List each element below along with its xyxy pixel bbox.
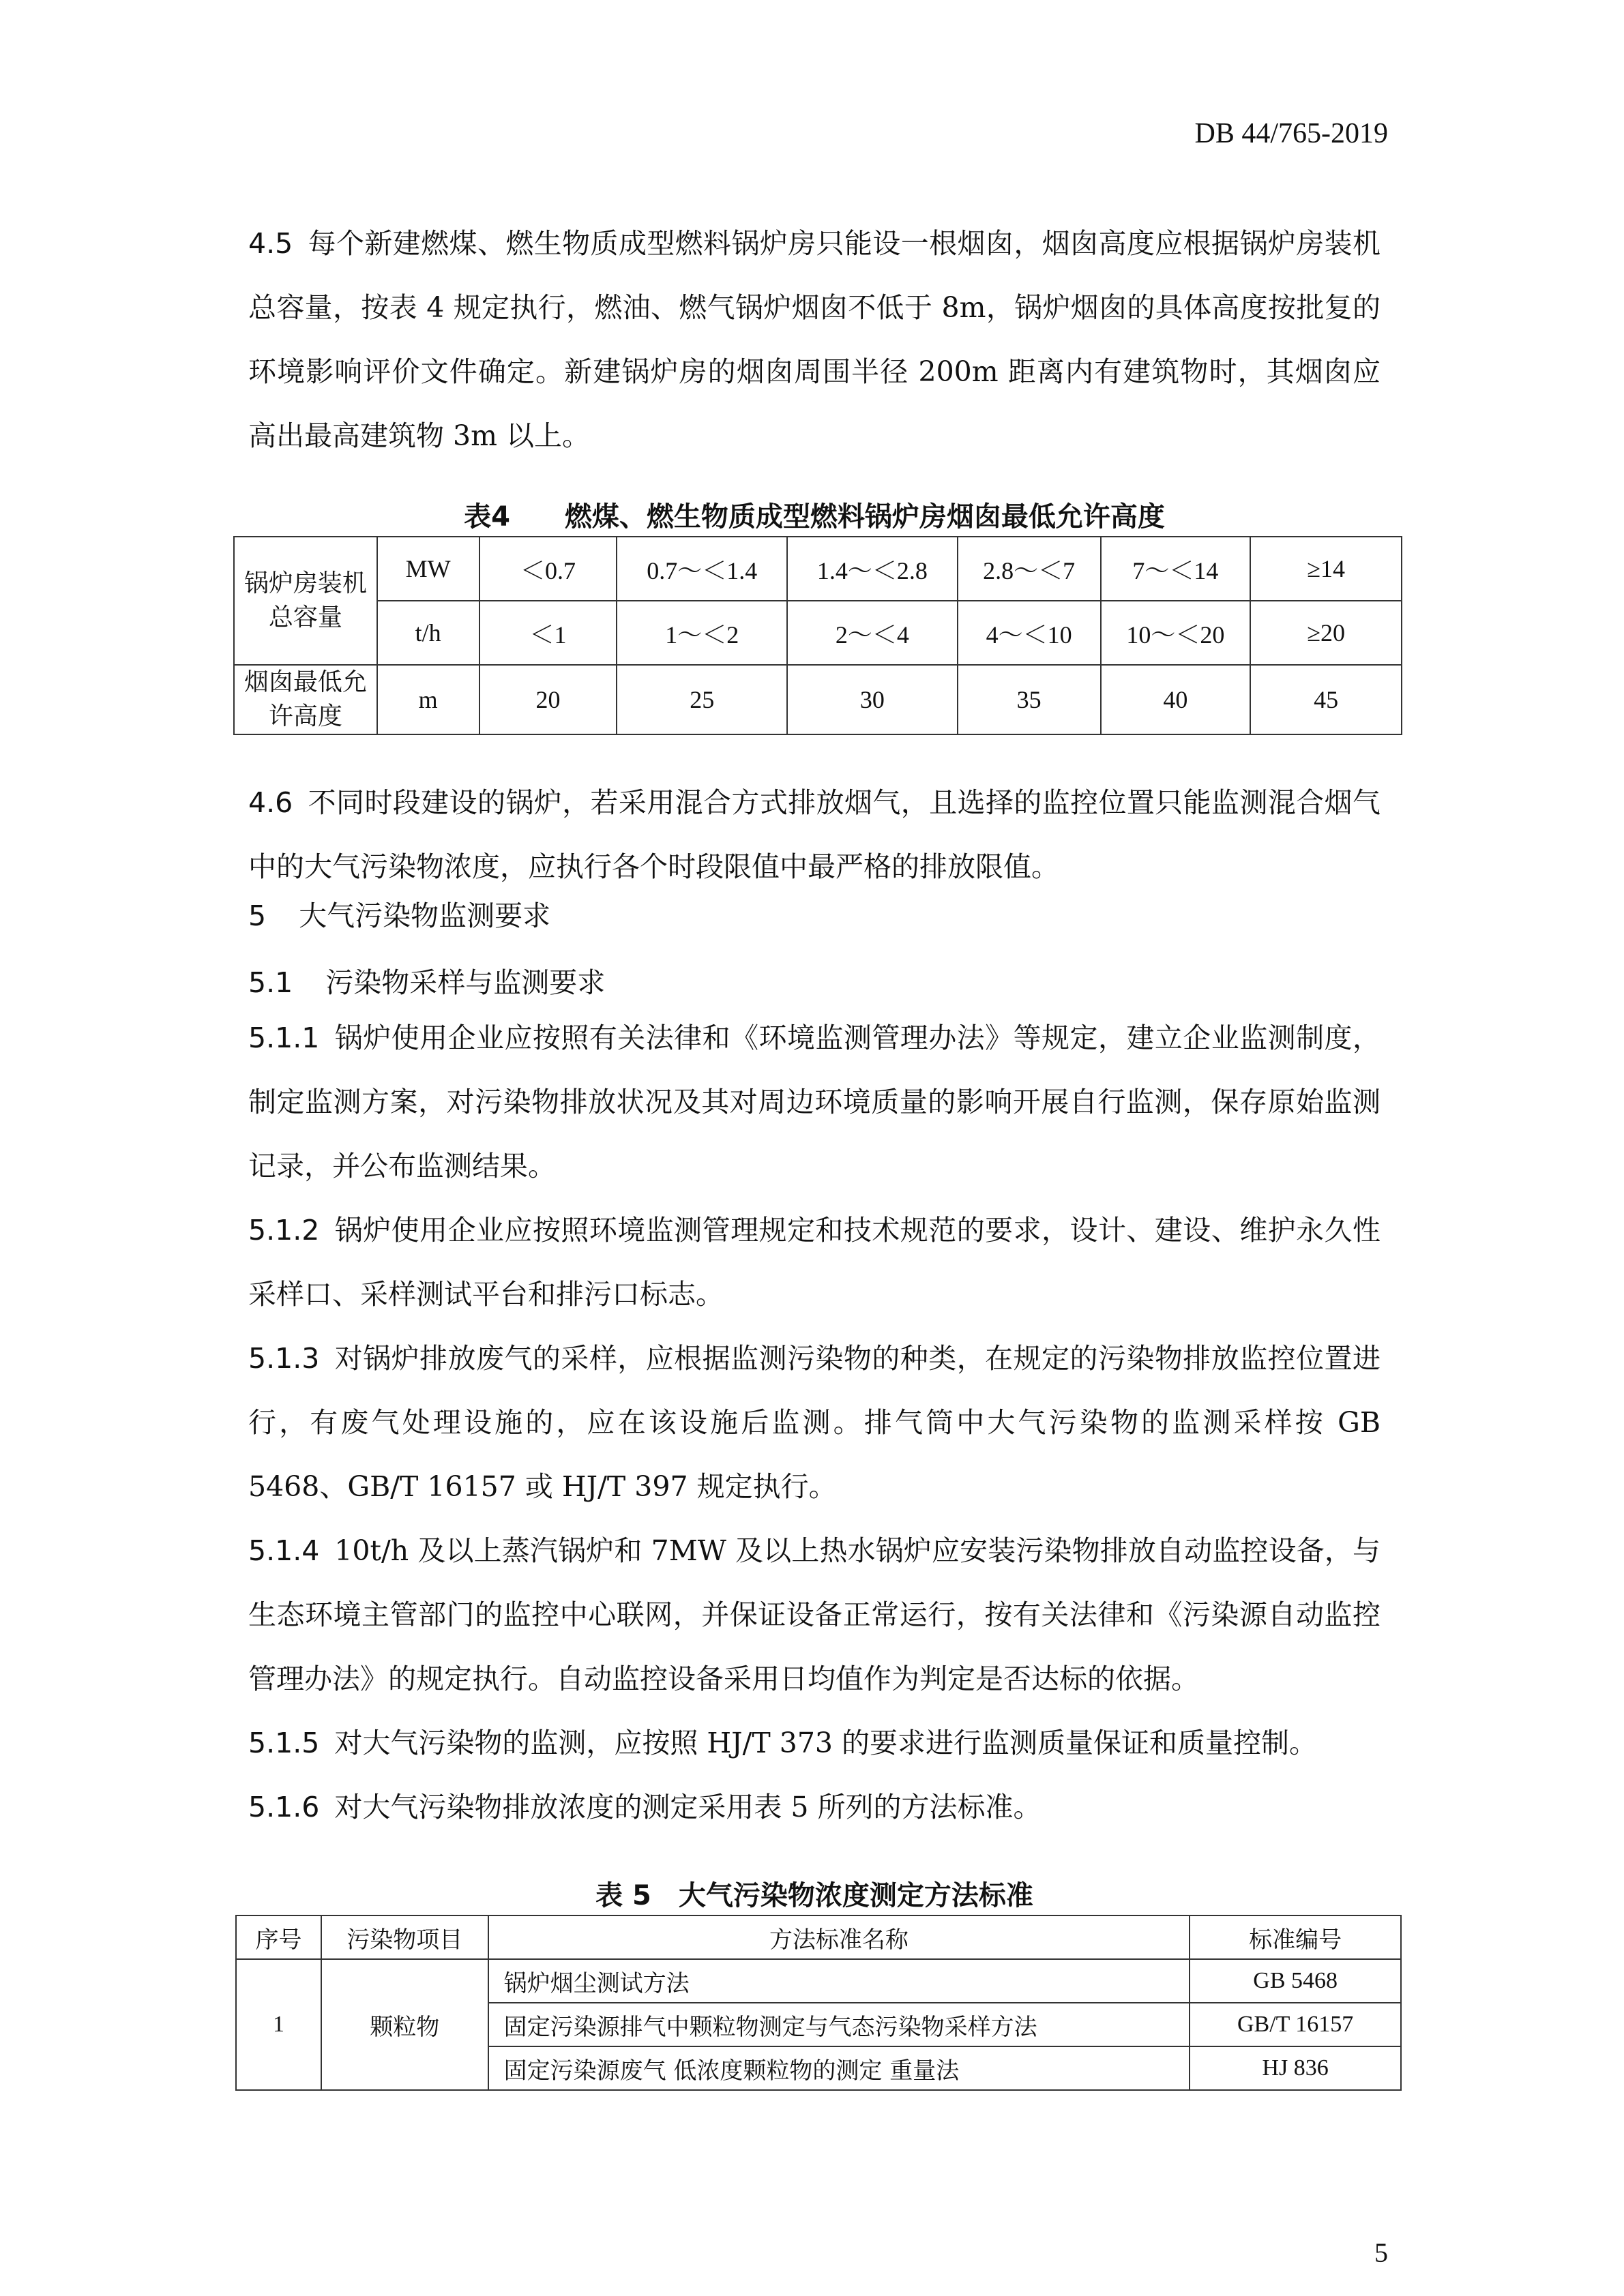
table-cell: 2.8～＜7 — [958, 537, 1101, 601]
clause-5-1-4 — [248, 1519, 1381, 1711]
table-cell: 30 — [787, 665, 958, 734]
clause-number: 5.1.5 — [248, 1727, 320, 1759]
clause-number: 5.1.2 — [248, 1214, 320, 1247]
seq-cell: 1 — [236, 1959, 321, 2090]
clause-text: 对大气污染物的监测，应按照 HJ/T 373 的要求进行监测质量保证和质量控制。 — [334, 1727, 1318, 1759]
clause-number: 4.6 — [248, 786, 293, 819]
clause-5-1-2 — [248, 1198, 1381, 1326]
table-cell: 1～＜2 — [617, 601, 787, 665]
table-cell: 2～＜4 — [787, 601, 958, 665]
clause-number: 4.5 — [248, 227, 293, 260]
row-label-height: 烟囱最低允许高度 — [234, 665, 377, 734]
clause-4-6 — [248, 771, 1381, 899]
clause-text: 锅炉使用企业应按照环境监测管理规定和技术规范的要求，设计、建设、维护永久性采样口、采样测试平台和排污口标志。 — [248, 1214, 1381, 1311]
clause-text: 每个新建燃煤、燃生物质成型燃料锅炉房只能设一根烟囱，烟囱高度应根据锅炉房装机总容量，按表 4 规定执行，燃油、燃气锅炉烟囱不低于 8m，锅炉烟囱的具体高度按批复的环境影响评价文件确定。新建锅炉房的烟囱周围半径 200m 距离内有建筑物时，其烟囱应高出最高建筑物 3m 以上。 — [248, 227, 1381, 452]
clause-text: 对锅炉排放废气的采样，应根据监测污染物的种类，在规定的污染物排放监控位置进行，有废气处理设施的，应在该设施后监测。排气筒中大气污染物的监测采样按 GB 5468、GB/T 16157 或 HJ/T 397 规定执行。 — [248, 1342, 1381, 1503]
page-number: 5 — [1374, 2237, 1388, 2268]
clause-number: 5.1.6 — [248, 1791, 320, 1823]
clause-number: 5.1.4 — [248, 1534, 320, 1567]
document-code: DB 44/765-2019 — [1194, 118, 1388, 149]
table-cell: ≥14 — [1250, 537, 1402, 601]
table-cell: 40 — [1101, 665, 1251, 734]
clause-5-1-3 — [248, 1326, 1381, 1519]
row-label-capacity: 锅炉房装机总容量 — [234, 537, 377, 665]
table-row — [236, 1959, 1401, 2003]
table-row — [234, 665, 1402, 734]
table-header-row — [236, 1915, 1401, 1959]
section-5-1-heading — [248, 960, 605, 1000]
table-cell: 7～＜14 — [1101, 537, 1251, 601]
column-header: 序号 — [236, 1915, 321, 1959]
clause-5-1-6 — [248, 1775, 1381, 1839]
unit-th: t/h — [377, 601, 479, 665]
column-header: 方法标准名称 — [488, 1915, 1190, 1959]
section-number: 5.1 — [248, 966, 293, 999]
pollutant-cell: 颗粒物 — [321, 1959, 488, 2090]
method-cell: 锅炉烟尘测试方法 — [488, 1959, 1190, 2003]
table-cell: ＜1 — [479, 601, 617, 665]
table-cell: ≥20 — [1250, 601, 1402, 665]
unit-m: m — [377, 665, 479, 734]
table-5 — [235, 1915, 1402, 2091]
code-cell: GB 5468 — [1190, 1959, 1401, 2003]
column-header: 标准编号 — [1190, 1915, 1401, 1959]
table-4 — [233, 536, 1402, 735]
unit-mw: MW — [377, 537, 479, 601]
clause-number: 5.1.1 — [248, 1022, 320, 1054]
table-row — [234, 537, 1402, 601]
section-number: 5 — [248, 899, 267, 932]
code-cell: HJ 836 — [1190, 2046, 1401, 2090]
method-cell: 固定污染源废气 低浓度颗粒物的测定 重量法 — [488, 2046, 1190, 2090]
clause-number: 5.1.3 — [248, 1342, 320, 1375]
clause-text: 对大气污染物排放浓度的测定采用表 5 所列的方法标准。 — [334, 1791, 1042, 1823]
table-5-caption: 表 5 大气污染物浓度测定方法标准 — [595, 1880, 1033, 1911]
table-cell: 10～＜20 — [1101, 601, 1251, 665]
table-4-caption: 表4 燃煤、燃生物质成型燃料锅炉房烟囱最低允许高度 — [464, 501, 1165, 533]
table-cell: 20 — [479, 665, 617, 734]
section-5-heading — [248, 893, 550, 934]
clause-4-5 — [248, 211, 1381, 468]
table-cell: 35 — [958, 665, 1101, 734]
section-title: 污染物采样与监测要求 — [325, 966, 606, 999]
table-cell: 4～＜10 — [958, 601, 1101, 665]
table-cell: 1.4～＜2.8 — [787, 537, 958, 601]
table-cell: 25 — [617, 665, 787, 734]
table-row — [234, 601, 1402, 665]
clause-5-1-1 — [248, 1006, 1381, 1198]
code-cell: GB/T 16157 — [1190, 2003, 1401, 2046]
section-title: 大气污染物监测要求 — [299, 899, 551, 932]
table-cell: 45 — [1250, 665, 1402, 734]
clause-text: 锅炉使用企业应按照有关法律和《环境监测管理办法》等规定，建立企业监测制度，制定监测方案，对污染物排放状况及其对周边环境质量的影响开展自行监测，保存原始监测记录，并公布监测结果。 — [248, 1022, 1381, 1182]
clause-text: 不同时段建设的锅炉，若采用混合方式排放烟气，且选择的监控位置只能监测混合烟气中的大气污染物浓度，应执行各个时段限值中最严格的排放限值。 — [248, 786, 1381, 883]
method-cell: 固定污染源排气中颗粒物测定与气态污染物采样方法 — [488, 2003, 1190, 2046]
clause-5-1-5 — [248, 1711, 1381, 1775]
clause-text: 10t/h 及以上蒸汽锅炉和 7MW 及以上热水锅炉应安装污染物排放自动监控设备，与生态环境主管部门的监控中心联网，并保证设备正常运行，按有关法律和《污染源自动监控管理办法》的规定执行。自动监控设备采用日均值作为判定是否达标的依据。 — [248, 1534, 1381, 1695]
table-cell: ＜0.7 — [479, 537, 617, 601]
column-header: 污染物项目 — [321, 1915, 488, 1959]
table-cell: 0.7～＜1.4 — [617, 537, 787, 601]
